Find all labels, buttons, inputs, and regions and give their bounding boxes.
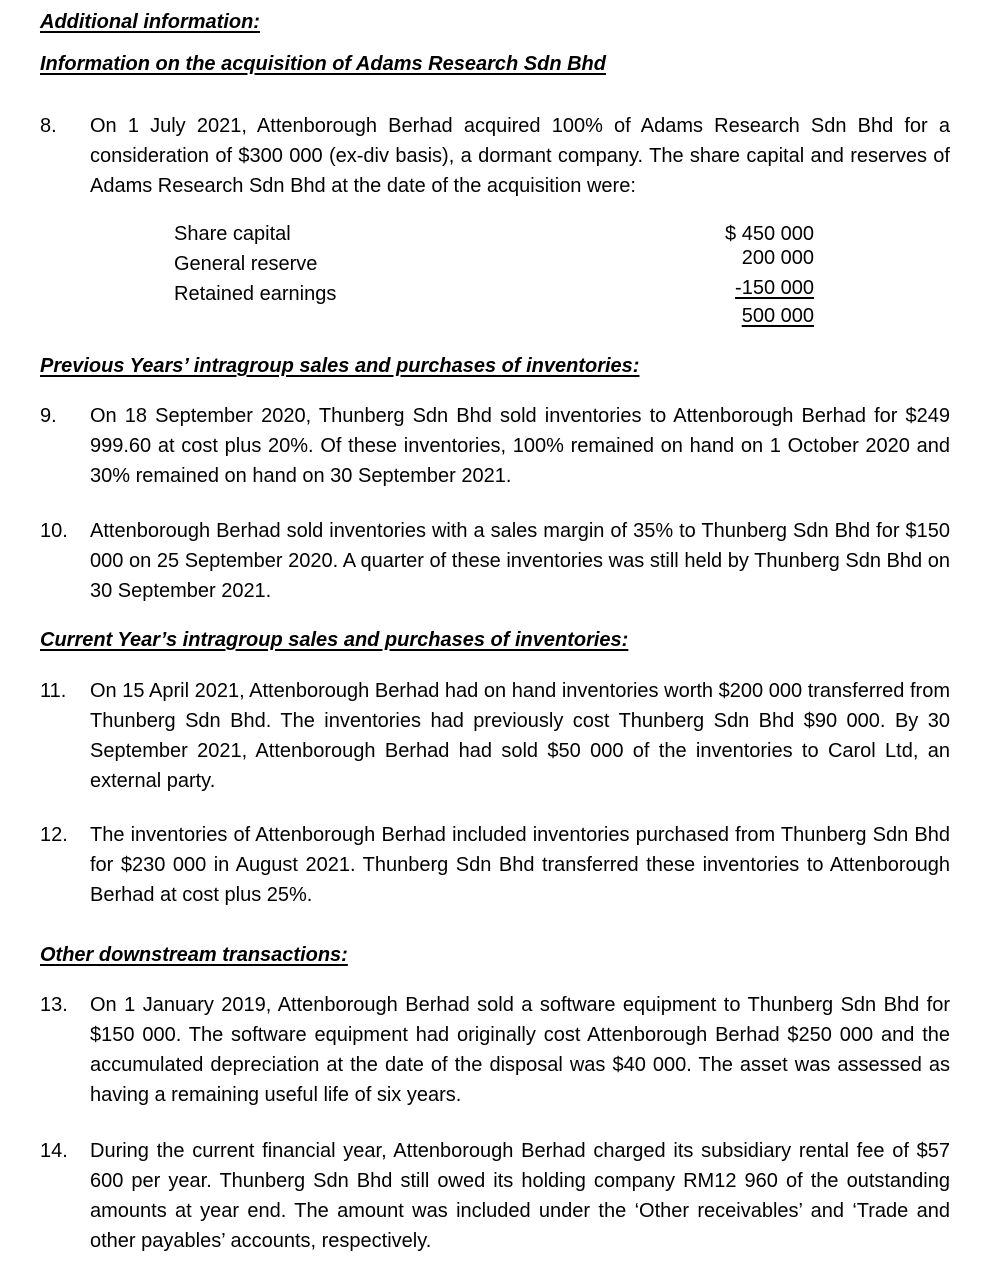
heading-additional-information: Additional information: <box>40 11 260 33</box>
item-8 <box>40 111 950 201</box>
item-number: 13. <box>40 994 68 1016</box>
item-number: 9. <box>40 405 57 427</box>
capital-label: Retained earnings <box>174 283 337 305</box>
capital-amount: $ 450 000 <box>725 223 814 245</box>
item-text: On 18 September 2020, Thunberg Sdn Bhd sold inventories to Attenborough Berhad for $249 999.60 at cost plus 20%. Of these inventories, 100% remained on hand on 1 October 2020 and 30% remained on hand on 30 September 2021. <box>90 405 950 487</box>
item-text: The inventories of Attenborough Berhad included inventories purchased from Thunberg Sdn Bhd for $230 000 in August 2021. Thunberg Sdn Bhd transferred these inventories to Attenborough Berhad at cost plus 25%. <box>90 824 950 906</box>
heading-other-downstream: Other downstream transactions: <box>40 944 348 966</box>
item-number: 14. <box>40 1140 68 1162</box>
capital-label: Share capital <box>174 223 291 245</box>
item-number: 8. <box>40 115 57 137</box>
capital-row-share-capital <box>174 220 814 248</box>
item-text: On 15 April 2021, Attenborough Berhad had on hand inventories worth $200 000 transferred from Thunberg Sdn Bhd. The inventories had previously cost Thunberg Sdn Bhd $90 000. By 30 September 2021, Attenborough Berhad had sold $50 000 of the inventories to Carol Ltd, an external party. <box>90 680 950 792</box>
heading-current-year: Current Year’s intragroup sales and purchases of inventories: <box>40 629 629 651</box>
item-number: 12. <box>40 824 68 846</box>
item-9 <box>40 401 950 491</box>
capital-label: General reserve <box>174 253 318 275</box>
capital-amount: -150 000 <box>735 277 814 299</box>
item-12 <box>40 820 950 910</box>
capital-amount: 200 000 <box>741 247 814 269</box>
item-14 <box>40 1136 950 1256</box>
item-number: 10. <box>40 520 68 542</box>
item-10 <box>40 516 950 606</box>
heading-previous-years: Previous Years’ intragroup sales and purchases of inventories: <box>40 355 640 377</box>
capital-total: 500 000 <box>741 305 814 327</box>
item-text: On 1 July 2021, Attenborough Berhad acquired 100% of Adams Research Sdn Bhd for a consideration of $300 000 (ex-div basis), a dormant company. The share capital and reserves of Adams Research Sdn Bhd at the date of the acquisition were: <box>90 115 950 197</box>
item-text: Attenborough Berhad sold inventories with a sales margin of 35% to Thunberg Sdn Bhd for $150 000 on 25 September 2020. A quarter of these inventories was still held by Thunberg Sdn Bhd on 30 September 2021. <box>90 520 950 602</box>
item-13 <box>40 990 950 1110</box>
item-text: During the current financial year, Attenborough Berhad charged its subsidiary rental fee of $57 600 per year. Thunberg Sdn Bhd still owed its holding company RM12 960 of the outstanding amounts at year end. The amount was included under the ‘Other receivables’ and ‘Trade and other payables’ accounts, respectively. <box>90 1140 950 1252</box>
capital-row-total <box>174 302 814 330</box>
item-11 <box>40 676 950 796</box>
item-number: 11. <box>40 680 67 702</box>
capital-row-general-reserve <box>174 247 814 278</box>
item-text: On 1 January 2019, Attenborough Berhad sold a software equipment to Thunberg Sdn Bhd for $150 000. The software equipment had originally cost Attenborough Berhad $250 000 and the accumulated depreciation at the date of the disposal was $40 000. The asset was assessed as having a remaining useful life of six years. <box>90 994 950 1106</box>
heading-acquisition-information: Information on the acquisition of Adams Research Sdn Bhd <box>40 53 606 75</box>
